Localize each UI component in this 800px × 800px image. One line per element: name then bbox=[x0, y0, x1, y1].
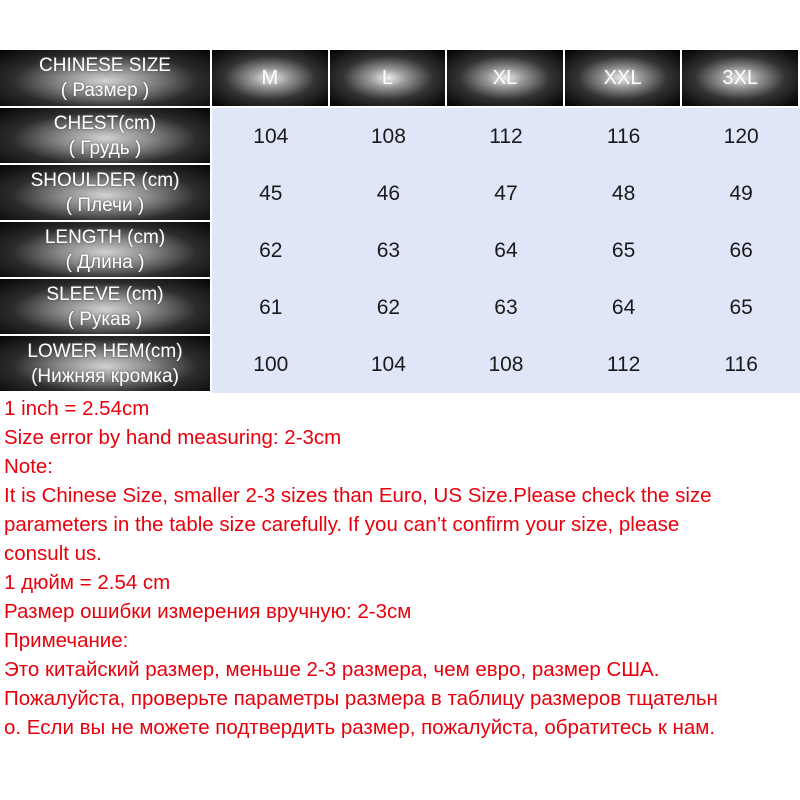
value-cell: 108 bbox=[330, 108, 448, 165]
table-row-lower-hem bbox=[0, 336, 800, 393]
value-cell: 116 bbox=[565, 108, 683, 165]
size-header-l: L bbox=[330, 50, 448, 108]
value-cell: 46 bbox=[330, 165, 448, 222]
value-cell: 63 bbox=[447, 279, 565, 336]
size-chart-table bbox=[0, 50, 800, 393]
value-cell: 63 bbox=[330, 222, 448, 279]
row-label-ru: ( Рукав ) bbox=[67, 308, 143, 330]
value-cell: 66 bbox=[682, 222, 800, 279]
row-label-en: LOWER HEM(cm) bbox=[27, 340, 183, 362]
value-cell: 104 bbox=[330, 336, 448, 393]
header-label-ru: ( Размер ) bbox=[60, 80, 150, 101]
size-header-m: M bbox=[212, 50, 330, 108]
row-label-en: SLEEVE (cm) bbox=[46, 283, 164, 305]
note-line: Note: bbox=[4, 455, 53, 478]
row-label-ru: ( Грудь ) bbox=[68, 137, 142, 159]
table-row-shoulder bbox=[0, 165, 800, 222]
note-line: Размер ошибки измерения вручную: 2-3см bbox=[4, 600, 412, 623]
value-cell: 112 bbox=[447, 108, 565, 165]
note-line: parameters in the table size carefully. If you can’t confirm your size, please bbox=[4, 513, 680, 536]
table-header-row bbox=[0, 50, 800, 108]
size-notes bbox=[4, 394, 794, 742]
value-cell: 120 bbox=[682, 108, 800, 165]
note-line: It is Chinese Size, smaller 2-3 sizes than Euro, US Size.Please check the size bbox=[4, 484, 712, 507]
note-line: Это китайский размер, меньше 2-3 размера, чем евро, размер США. bbox=[4, 658, 660, 681]
size-header-xxl: XXL bbox=[565, 50, 683, 108]
note-line: 1 дюйм = 2.54 cm bbox=[4, 571, 171, 594]
header-label-cell bbox=[0, 50, 212, 108]
note-line: 1 inch = 2.54cm bbox=[4, 397, 150, 420]
row-label-cell bbox=[0, 222, 212, 279]
value-cell: 47 bbox=[447, 165, 565, 222]
table-row-chest bbox=[0, 108, 800, 165]
value-cell: 108 bbox=[447, 336, 565, 393]
row-label-ru: (Нижняя кромка) bbox=[31, 365, 179, 387]
value-cell: 62 bbox=[330, 279, 448, 336]
value-cell: 100 bbox=[212, 336, 330, 393]
size-header-xl: XL bbox=[447, 50, 565, 108]
value-cell: 64 bbox=[447, 222, 565, 279]
value-cell: 62 bbox=[212, 222, 330, 279]
value-cell: 49 bbox=[682, 165, 800, 222]
row-label-cell bbox=[0, 279, 212, 336]
row-label-en: SHOULDER (cm) bbox=[30, 169, 180, 191]
note-line: о. Если вы не можете подтвердить размер, пожалуйста, обратитесь к нам. bbox=[4, 716, 716, 739]
row-label-en: CHEST(cm) bbox=[53, 112, 157, 134]
note-line: consult us. bbox=[4, 542, 102, 565]
table-row-length bbox=[0, 222, 800, 279]
note-line: Пожалуйста, проверьте параметры размера в таблицу размеров тщательн bbox=[4, 687, 718, 710]
row-label-ru: ( Плечи ) bbox=[65, 194, 145, 216]
row-label-en: LENGTH (cm) bbox=[44, 226, 166, 248]
value-cell: 48 bbox=[565, 165, 683, 222]
value-cell: 104 bbox=[212, 108, 330, 165]
row-label-cell bbox=[0, 165, 212, 222]
value-cell: 64 bbox=[565, 279, 683, 336]
value-cell: 45 bbox=[212, 165, 330, 222]
note-line: Size error by hand measuring: 2-3cm bbox=[4, 426, 342, 449]
row-label-cell bbox=[0, 108, 212, 165]
row-label-ru: ( Длина ) bbox=[65, 251, 145, 273]
value-cell: 61 bbox=[212, 279, 330, 336]
note-line: Примечание: bbox=[4, 629, 129, 652]
value-cell: 116 bbox=[682, 336, 800, 393]
table-row-sleeve bbox=[0, 279, 800, 336]
value-cell: 112 bbox=[565, 336, 683, 393]
header-label-en: CHINESE SIZE bbox=[39, 55, 171, 76]
value-cell: 65 bbox=[682, 279, 800, 336]
row-label-cell bbox=[0, 336, 212, 393]
size-header-3xl: 3XL bbox=[682, 50, 800, 108]
value-cell: 65 bbox=[565, 222, 683, 279]
